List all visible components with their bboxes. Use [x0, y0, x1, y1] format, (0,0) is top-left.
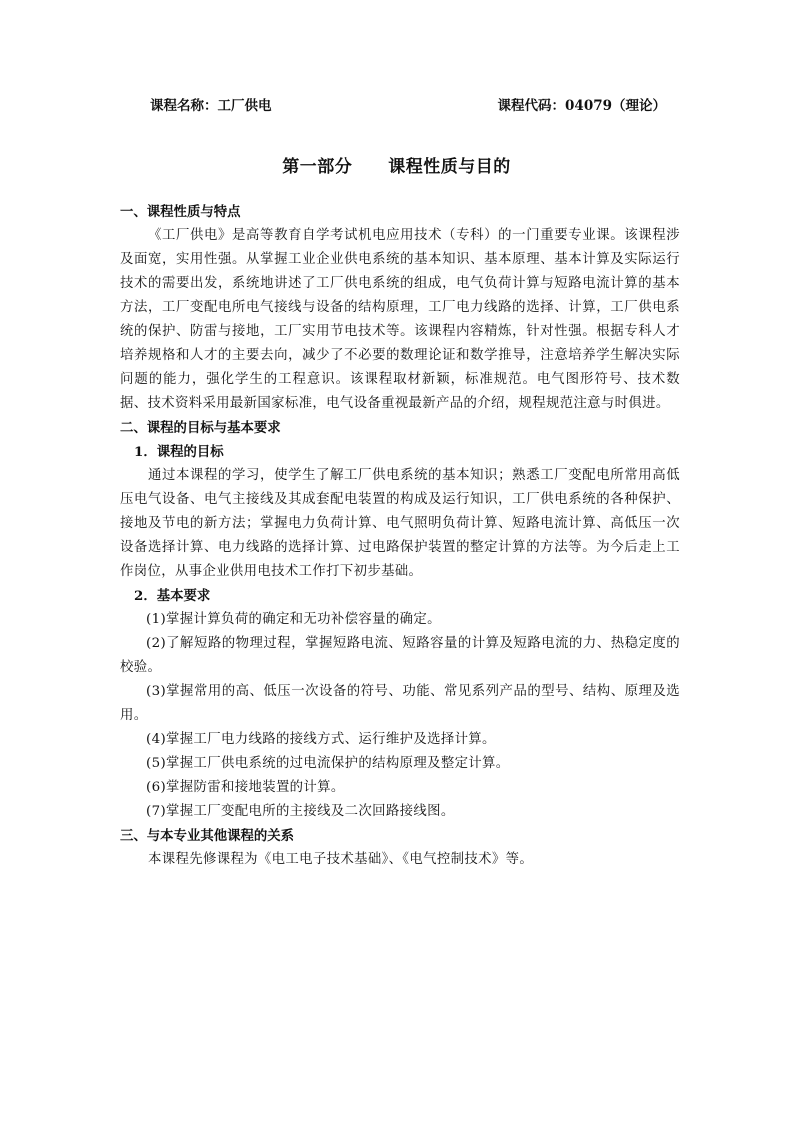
subsection-heading-goals: 1．课程的目标: [134, 444, 224, 460]
section-3-paragraph: 本课程先修课程为《电工电子技术基础》、《电气控制技术》等。: [148, 852, 534, 867]
section-heading-1: 一、课程性质与特点: [120, 204, 241, 220]
requirement-item: (7)掌握工厂变配电所的主接线及二次回路接线图。: [146, 804, 455, 819]
requirement-item: (5)掌握工厂供电系统的过电流保护的结构原理及整定计算。: [146, 756, 510, 771]
requirement-item: (3)掌握常用的高、低压一次设备的符号、功能、常见系列产品的型号、结构、原理及选用。: [120, 684, 680, 723]
section-1-paragraph: 《工厂供电》是高等教育自学考试机电应用技术（专科）的一门重要专业课。该课程涉及面宽，实用性强。从掌握工业企业供电系统的基本知识、基本原理、基本计算及实际运行技术的需要出发，系统地讲述了工厂供电系统的组成，电气负荷计算与短路电流计算的基本方法，工厂变配电所电气接线与设备的结构原理，工厂电力线路的选择、计算，工厂供电系统的保护、防雷与接地，工厂实用节电技术等。该课程内容精炼，针对性强。根据专科人才培养规格和人才的主要去向，减少了不必要的数理论证和数学推导，注意培养学生解决实际问题的能力，强化学生的工程意识。该课程取材新颖，标准规范。电气图形符号、技术数据、技术资料采用最新国家标准，电气设备重视最新产品的介绍，规程规范注意与时俱进。: [120, 228, 680, 411]
requirement-item: (1)掌握计算负荷的确定和无功补偿容量的确定。: [146, 612, 441, 627]
part-title: [0, 152, 793, 177]
part-number: 第一部分: [282, 157, 353, 177]
section-heading-3: 三、与本专业其他课程的关系: [120, 828, 295, 844]
section-heading-2: 二、课程的目标与基本要求: [120, 420, 281, 436]
document-body: [120, 200, 680, 872]
requirement-item: (6)掌握防雷和接地装置的计算。: [146, 780, 345, 795]
requirement-item: (4)掌握工厂电力线路的接线方式、运行维护及选择计算。: [146, 732, 496, 747]
requirement-item: (2)了解短路的物理过程，掌握短路电流、短路容量的计算及短路电流的力、热稳定度的校验。: [120, 636, 680, 675]
part-heading: 课程性质与目的: [388, 157, 511, 177]
goals-paragraph: 通过本课程的学习，使学生了解工厂供电系统的基本知识；熟悉工厂变配电所常用高低压电气设备、电气主接线及其成套配电装置的构成及运行知识，工厂供电系统的各种保护、接地及节电的新方法；掌握电力负荷计算、电气照明负荷计算、短路电流计算、高低压一次设备选择计算、电力线路的选择计算、过电路保护装置的整定计算的方法等。为今后走上工作岗位，从事企业供用电技术工作打下初步基础。: [120, 468, 680, 579]
subsection-heading-requirements: 2．基本要求: [134, 588, 211, 604]
course-code: 课程代码：04079（理论）: [497, 98, 666, 114]
course-name: 课程名称：工厂供电: [150, 98, 272, 114]
course-header: [150, 94, 666, 114]
